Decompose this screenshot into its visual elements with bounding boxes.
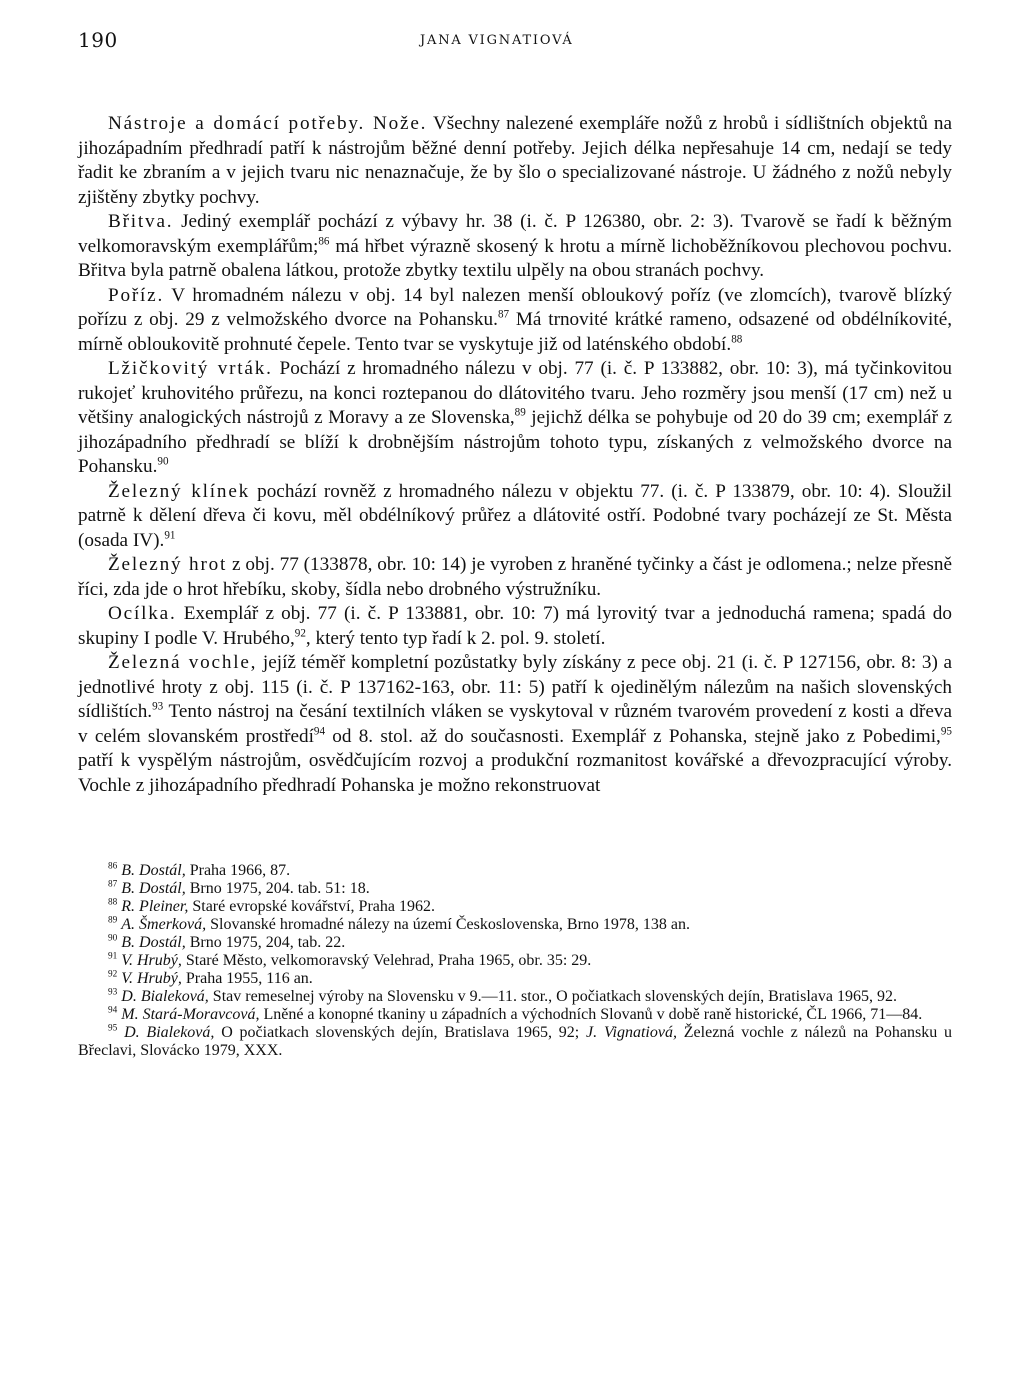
paragraph-text: pochází rovněž z hromadného nálezu v objektu 77. (i. č. P 133879, obr. 10: 4). Sloužil patrně k dělení dřeva či kovu, měl obdélníkový průřez a dlátovité ostří. Podobné tvary pocházejí ze St. Města (osada IV). bbox=[78, 480, 952, 551]
footnote-reference: 86 bbox=[318, 235, 330, 248]
footnote-number: 87 bbox=[108, 879, 118, 890]
paragraph-text: Má trnovité krátké rameno, odsazené od obdélníkovité, mírně obloukovitě prohnuté čepele. Tento tvar se vyskytuje již od laténského období. bbox=[78, 309, 953, 355]
footnote-number: 92 bbox=[108, 969, 118, 980]
section-lead: Železný klínek bbox=[108, 480, 251, 502]
footnote-text: Brno 1975, 204, tab. 22. bbox=[185, 934, 346, 951]
footnote-text: O počiatkach slovenských dejín, Bratislava 1965, 92; bbox=[214, 1024, 587, 1041]
footnote bbox=[78, 934, 952, 952]
paragraph-text: Všechny nalezené exempláře nožů z hrobů i sídlištních objektů na jihozápadním předhradí patří k nástrojům běžné denní potřeby. Jejich délka nepřesahuje 14 cm, nedají se tedy řadit ke zbraním a v jejich tvaru nic nenaznačuje, že by šlo o specializované nástroje. U žádného z nožů nebyly zjištěny zbytky pochvy. bbox=[78, 113, 952, 208]
footnote-number: 91 bbox=[108, 951, 118, 962]
footnote-number: 93 bbox=[108, 987, 118, 998]
paragraph-razor bbox=[78, 210, 952, 284]
running-head: JANA VIGNATIOVÁ bbox=[420, 33, 574, 48]
footnote bbox=[78, 862, 952, 880]
footnote-text: Staré evropské kovářství, Praha 1962. bbox=[188, 898, 435, 915]
section-lead: Břitva. bbox=[108, 211, 174, 232]
footnote-text: Slovanské hromadné nálezy na území Československa, Brno 1978, 138 an. bbox=[206, 916, 691, 933]
paragraph-wedge bbox=[78, 480, 952, 554]
section-lead: Lžičkovitý vrták. bbox=[108, 358, 273, 379]
footnote-reference: 89 bbox=[514, 406, 526, 419]
footnote bbox=[78, 970, 952, 988]
footnote bbox=[78, 880, 952, 898]
footnote-author: A. Šmerková, bbox=[121, 916, 207, 933]
paragraph-tools bbox=[78, 112, 952, 210]
section-lead: Ocílka. bbox=[108, 603, 177, 624]
footnote-reference: 94 bbox=[313, 725, 326, 738]
footnote-text: Brno 1975, 204. tab. 51: 18. bbox=[185, 880, 370, 897]
footnotes bbox=[78, 862, 952, 1060]
document-page bbox=[78, 28, 952, 1060]
footnote-reference: 90 bbox=[157, 455, 169, 468]
footnote-reference: 95 bbox=[940, 725, 952, 738]
footnote-text: Praha 1966, 87. bbox=[185, 862, 291, 879]
paragraph-text: Pochází z hromadného nálezu v obj. 77 (i. č. P 133882, obr. 10: 3), má tyčinkovitou rukojeť kruhovitého průřezu, na konci roztepanou do dlátovitého tvaru. Jeho rozměry jsou menší (17 cm) než u většiny analogických nástrojů z Moravy a ze Slovenska, bbox=[78, 358, 952, 428]
page-number: 190 bbox=[78, 28, 118, 52]
paragraph-text: od 8. stol. až do současnosti. Exemplář z Pohanska, stejně jako z Pobedimi, bbox=[325, 725, 941, 747]
footnote-number: 95 bbox=[108, 1023, 118, 1034]
footnote-author: V. Hrubý, bbox=[121, 952, 182, 969]
paragraph-text: Tento nástroj na česání textilních vláken se vyskytoval v různém tvarovém provedení z kosti a dřeva v celém slovanském prostředí bbox=[78, 701, 952, 747]
paragraph-drill bbox=[78, 357, 952, 480]
footnote-reference: 91 bbox=[164, 529, 176, 542]
footnote-text: Železná vochle z nálezů na Pohansku u Břeclavi, Slovácko 1979, XXX. bbox=[78, 1024, 953, 1059]
paragraph-text: Exemplář z obj. 77 (i. č. P 133881, obr. 10: 7) má lyrovitý tvar a jednoduchá ramena; spadá do skupiny I podle V. Hrubého, bbox=[78, 603, 952, 649]
page-header bbox=[78, 28, 952, 60]
paragraph-text: má hřbet výrazně skosený k hrotu a mírně lichoběžníkovou plechovou pochvu. Břitva byla patrně obalena látkou, protože zbytky textilu ulpěly na obou stranách pochvy. bbox=[78, 235, 952, 281]
paragraph-text: Jediný exemplář pochází z výbavy hr. 38 (i. č. P 126380, obr. 2: 3). Tvarově se řadí k běžným velkomoravským exemplářům; bbox=[78, 211, 952, 257]
footnote-author: V. Hrubý, bbox=[121, 970, 182, 987]
paragraph-poriz bbox=[78, 284, 952, 358]
footnote-text: Staré Město, velkomoravský Velehrad, Praha 1965, obr. 35: 29. bbox=[181, 952, 592, 969]
paragraph-text: jejíž téměř kompletní pozůstatky byly získány z pece obj. 21 (i. č. P 127156, obr. 8: 3) a jednotlivé hroty z obj. 115 (i. č. P 137162-163, obr. 11: 5) patří k ojedinělým nálezům na našich slovenských sídlištích. bbox=[78, 652, 952, 722]
footnote bbox=[78, 952, 952, 970]
footnote bbox=[78, 916, 952, 934]
footnote-author: D. Bialeková, bbox=[124, 1024, 215, 1041]
section-lead: Nástroje a domácí potřeby. Nože. bbox=[108, 113, 428, 134]
footnote-reference: 88 bbox=[731, 333, 743, 346]
footnote-author: D. Bialeková, bbox=[121, 988, 209, 1005]
footnote bbox=[78, 1024, 952, 1060]
footnote-number: 90 bbox=[108, 933, 118, 944]
footnote-author: M. Stará-Moravcová, bbox=[121, 1006, 260, 1023]
footnote-text: Lněné a konopné tkaniny u západních a východních Slovanů v době raně historické, ČL 1966, 71—84. bbox=[259, 1006, 923, 1023]
paragraph-text: z obj. 77 (133878, obr. 10: 14) je vyroben z hraněné tyčinky a část je odlomena.; nelze přesně říci, zda jde o hrot hřebíku, skoby, šídla nebo drobného výstružníku. bbox=[78, 554, 952, 600]
footnote bbox=[78, 1006, 952, 1024]
paragraph-firesteel bbox=[78, 602, 952, 651]
main-text bbox=[78, 112, 952, 798]
paragraph-text: , který tento typ řadí k 2. pol. 9. století. bbox=[305, 627, 606, 649]
footnote-author: R. Pleiner, bbox=[121, 898, 189, 915]
paragraph-hackle bbox=[78, 651, 952, 798]
section-lead: Železný hrot bbox=[108, 554, 228, 575]
footnote-text: Praha 1955, 116 an. bbox=[181, 970, 313, 987]
footnote-author: J. Vignatiová, bbox=[586, 1024, 677, 1041]
footnote bbox=[78, 988, 952, 1006]
footnote-author: B. Dostál, bbox=[121, 934, 186, 951]
footnote-author: B. Dostál, bbox=[121, 880, 186, 897]
footnote-author: B. Dostál, bbox=[121, 862, 186, 879]
footnote-number: 89 bbox=[108, 915, 118, 926]
section-lead: Železná vochle, bbox=[108, 652, 258, 673]
paragraph-point bbox=[78, 553, 952, 602]
footnote-reference: 87 bbox=[497, 308, 510, 321]
footnote bbox=[78, 898, 952, 916]
footnote-reference: 92 bbox=[294, 627, 306, 640]
footnote-number: 88 bbox=[108, 897, 118, 908]
footnote-reference: 93 bbox=[152, 700, 164, 713]
paragraph-text: jejichž délka se pohybuje od 20 do 39 cm; exemplář z jihozápadního předhradí se blíží k drobnějším nástrojům tohoto typu, získaných z velmožského dvorce na Pohansku. bbox=[78, 407, 952, 477]
footnote-text: Stav remeselnej výroby na Slovensku v 9.—11. stor., O počiatkach slovenských dejín, Bratislava 1965, 92. bbox=[208, 988, 897, 1005]
paragraph-text: patří k vyspělým nástrojům, osvědčujícím rozvoj a produkční rozmanitost kovářské a dřevozpracující výroby. Vochle z jihozápadního předhradí Pohanska je možno rekonstruovat bbox=[78, 750, 952, 796]
footnote-number: 86 bbox=[108, 861, 118, 872]
footnote-number: 94 bbox=[108, 1005, 118, 1016]
section-lead: Poříz. bbox=[108, 284, 165, 306]
paragraph-text: V hromadném nálezu v obj. 14 byl nalezen menší obloukový poříz (ve zlomcích), tvarově blízký pořízu z obj. 29 z velmožského dvorce na Pohansku. bbox=[78, 284, 952, 330]
